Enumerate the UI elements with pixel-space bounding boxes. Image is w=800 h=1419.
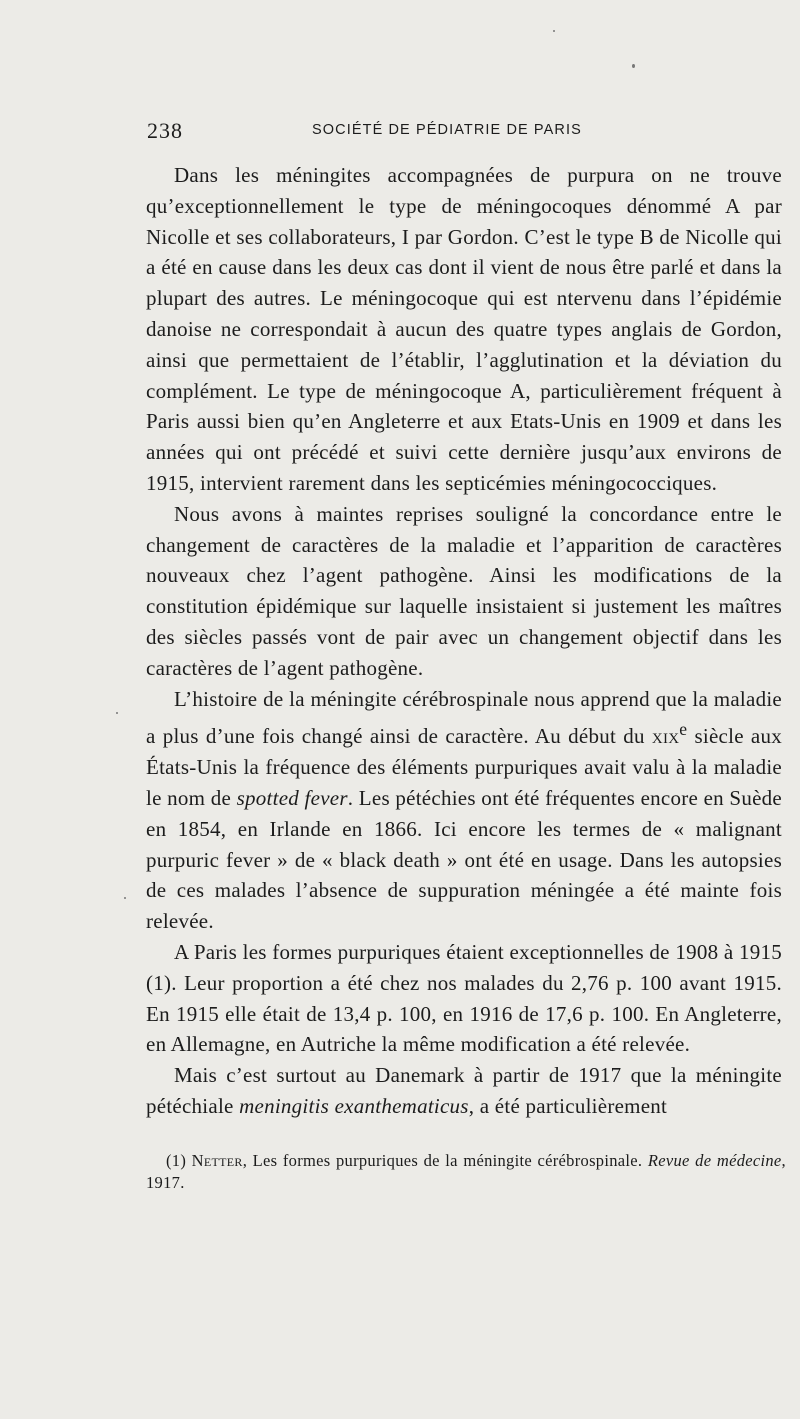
paragraph-3 xyxy=(146,684,782,937)
footnote xyxy=(146,1150,786,1194)
paragraph-5-text-a: Mais c’est surtout au Danemark à partir de 1917 que la méningite pétéchiale xyxy=(146,1063,782,1118)
footnote-journal: Revue de médecine xyxy=(647,1151,782,1170)
footnote-title: Les formes purpuriques de la méningite cérébrospinale. xyxy=(247,1151,643,1170)
paper-speck xyxy=(124,897,126,899)
paper-speck xyxy=(632,64,635,68)
body-text xyxy=(146,160,782,1122)
paragraph-1: Dans les méningites accompagnées de purpura on ne trouve qu’exceptionnellement le type de méningocoques dénommé A par Nicolle et ses collaborateurs, I par Gordon. C’est le type B de Nicolle qui a été en cause dans les deux cas dont il vient de nous être parlé et dans la plupart des autres. Le méningocoque qui est ntervenu dans l’épidémie danoise ne correspondait à aucun des quatre types anglais de Gordon, ainsi que permettaient de l’établir, l’agglutination et la déviation du complément. Le type de méningocoque A, particulièrement fréquent à Paris aussi bien qu’en Angleterre et aux Etats-Unis en 1909 et dans les années qui ont précédé et suivi cette dernière jusqu’aux environs de 1915, intervient rarement dans les septicémies méningococciques. xyxy=(146,163,782,495)
spotted-fever-term: spotted fever xyxy=(236,785,348,810)
paragraph-3-text-c: . Les pétéchies ont été fréquentes encore en Suède en 1854, en Irlande en 1866. Ici encore les termes de « malignant purpuric fever » de « black death » ont été en usage. Dans les autopsies de ces malades l’absence de suppuration méningée a été mainte fois relevée. xyxy=(146,785,782,934)
footnote-text xyxy=(146,1150,786,1194)
page-number: 238 xyxy=(147,118,183,143)
latin-term: meningitis exanthematicus xyxy=(239,1093,469,1118)
paragraph-3-text-a: L’histoire de la méningite cérébrospinale nous apprend que la maladie a plus d’une fois changé ainsi de caractère. Au début du xyxy=(146,686,782,749)
footnote-marker: (1) xyxy=(166,1151,187,1170)
paragraph-5-text-b: , a été particulièrement xyxy=(468,1093,668,1118)
paper-speck xyxy=(553,30,555,32)
century-superscript: e xyxy=(679,719,688,740)
paragraph-5 xyxy=(146,1060,782,1122)
page-header xyxy=(147,118,787,148)
running-head: SOCIÉTÉ DE PÉDIATRIE DE PARIS xyxy=(312,122,582,138)
paragraph-2: Nous avons à maintes reprises souligné la concordance entre le changement de caractères de la maladie et l’apparition de caractères nouveaux chez l’agent pathogène. Ainsi les modifications de la constitution épidémique sur laquelle insistaient si justement les maîtres des siècles passés vont de pair avec un changement objectif dans les caractères de l’agent pathogène. xyxy=(146,501,782,680)
paragraph-3-text-b: siècle aux États-Unis la fréquence des éléments purpuriques avait valu à la maladie le nom de xyxy=(146,724,782,810)
footnote-author: Netter, xyxy=(191,1151,248,1170)
century-numeral: xix xyxy=(651,724,680,749)
paragraph-4: A Paris les formes purpuriques étaient exceptionnelles de 1908 à 1915 (1). Leur proportion a été chez nos malades du 2,76 p. 100 avant 1915. En 1915 elle était de 13,4 p. 100, en 1916 de 17,6 p. 100. En Angleterre, en Allemagne, en Autriche la même modification a été relevée. xyxy=(146,939,782,1057)
footnote-year: , 1917. xyxy=(146,1151,786,1192)
paper-speck xyxy=(116,712,118,714)
